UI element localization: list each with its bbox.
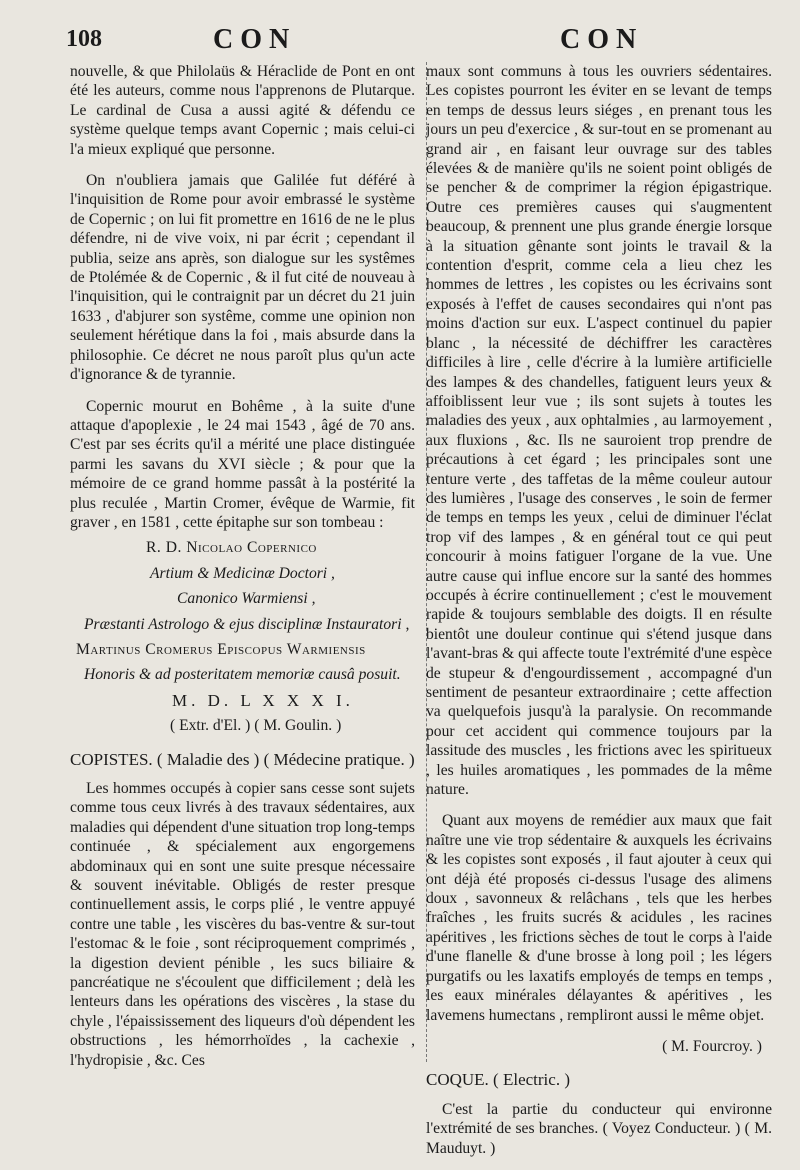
epitaph-line: Honoris & ad posteritatem memoriæ causâ posuit. <box>84 666 401 684</box>
epitaph-line: Præstanti Astrologo & ejus disciplinæ Instauratori , <box>84 615 410 633</box>
entry-heading: COQUE. ( Electric. ) <box>426 1070 570 1090</box>
paragraph: Copernic mourut en Bohême , à la suite d'une attaque d'apoplexie , le 24 mai 1543 , âgé de 70 ans. C'est par ses écrits qu'il a mérité une place distinguée parmi les savans du XVI siècle ; & pour que la mémoire de ce grand homme passât à la postérité la plus reculée , Martin Cromer, évêque de Warmie, fit graver , en 1581 , cette épitaphe sur son tombeau : <box>70 397 415 531</box>
epitaph-date: M. D. L X X X I. <box>172 690 354 710</box>
paragraph: maux sont communs à tous les ouvriers sédentaires. Les copistes pourront les éviter en se levant de temps en temps de dessus leurs siéges , en prenant tous les jours un peu d'exercice , & sur-tout en se promenant au grand air , en faisant leur ouvrage sur des tables élevées & de manière qu'ils ne soient point obligés de se pencher & de comprimer la région épigastrique. Outre ces premières causes qui s'augmentent beaucoup, & prennent une plus grande énergie lorsque à la situation gênante sont joints le travail & la contention d'esprit, comme cela a lieu chez les hommes de lettres , les copistes ou les écrivains sont exposés à l'effet de causes secondaires qui n'ont pas moins d'action sur eux. L'aspect continuel du papier blanc , la nécessité de déchiffrer les caractères difficiles à lire , celle d'écrire à la lumière artificielle des lampes & des chandelles, fatiguent leurs yeux & affoiblissent leur vue ; ils sont sujets à toutes les maladies des yeux , aux ophtalmies , au larmoyement , aux fluxions , &c. Ils ne sauroient trop prendre de précautions à cet égard ; les principales sont une tenture verte , des taffetas de la même couleur autour des lumières , l'usage des conserves , le soin de fermer de temps en temps les yeux , celui de diminuer l'éclat trop vif des lampes , & en général tout ce qui peut concourir à moins fatiguer l'organe de la vue. Une autre cause qui influe encore sur la santé des hommes occupés à écrire continuellement ; c'est le mouvement rapide & toujours semblable des doigts. Il en résulte bientôt une douleur continue qui s'étend jusque dans l'avant-bras & qui affecte toute l'extrémité d'une espèce de stupeur & d'engourdissement , accompagné d'un sentiment de pesanteur extraordinaire ; cette affection va quelquefois jusqu'à la paralysie. On recommande pour cet accident qui commence toujours par la lassitude des muscles , les frictions avec les spiritueux , les huiles aromatiques , les pommades de la même nature. <box>426 63 772 799</box>
epitaph-line: R. D. Nicolao Copernico <box>146 539 317 557</box>
epitaph-line: Canonico Warmiensi , <box>177 590 316 608</box>
running-head-right: CON <box>560 24 644 55</box>
running-head-left: CON <box>213 24 297 55</box>
epitaph-line: Martinus Cromerus Episcopus Warmiensis <box>76 640 366 658</box>
left-column <box>70 62 415 1082</box>
page-number: 108 <box>66 26 102 52</box>
entry-heading: COPISTES. ( Maladie des ) ( Médecine pratique. ) <box>70 749 415 769</box>
paragraph: Les hommes occupés à copier sans cesse sont sujets comme tous ceux livrés à des travaux sédentaires, aux maladies qui dépendent d'une situation trop long-temps continuée , & spécialement aux engorgemens abdominaux qui en sont une suite presque nécessaire & souvent inévitable. Obligés de rester presque continuellement assis, le corps plié , le ventre appuyé contre une table , les viscères du bas-ventre & sur-tout l'estomac & le foie , sont réciproquement comprimés , la digestion devient pénible , les sucs biliaire & pancréatique ne s'écoulent que difficilement ; delà les lenteurs dans les opérations des viscères , la stase du chyle , l'épaississement des liqueurs d'où dépendent les obstructions , les hémorrhoïdes , la cachexie , l'hydropisie , &c. Ces <box>70 780 415 1069</box>
paragraph: On n'oubliera jamais que Galilée fut déféré à l'inquisition de Rome pour avoir embrassé le système de Copernic ; on lui fit promettre en 1616 de ne le plus défendre, ni de vive voix, ni par écrit ; cependant il publia, seize ans après, son dialogue sur les systêmes de Ptolémée & de Copernic , & il fut cité de nouveau à l'inquisition, qui le contraignit par un décret du 21 juin 1633 , d'abjurer son systême, comme une opinion non seulement hérétique dans la foi , mais absurde dans la philosophie. Ce décret ne nous paroît plus qu'un acte d'ignorance & de tyrannie. <box>70 172 415 384</box>
attribution: ( M. Fourcroy. ) <box>662 1037 762 1055</box>
attribution: ( Extr. d'El. ) ( M. Goulin. ) <box>170 717 342 735</box>
paragraph: C'est la partie du conducteur qui environne l'extrémité de ses branches. ( Voyez Conducteur. ) ( M. Mauduyt. ) <box>426 1100 772 1157</box>
right-column <box>426 62 772 1170</box>
paragraph: Quant aux moyens de remédier aux maux que fait naître une vie trop sédentaire & auxquels les écrivains & les copistes sont exposés , il faut ajouter à ceux qui ont déjà été proposés ci-dessus l'usage des alimens doux , savonneux & relâchans , tels que les herbes fraîches , les fruits sucrés & acidules , les racines apéritives , les frictions sèches de tout le corps à l'aide d'une flanelle & d'une brosse à long poil ; les légers purgatifs ou les laxatifs employés de temps en temps , les eaux minérales délayantes & apéritives , les lavemens humectans , rempliront aussi le même objet. <box>426 812 772 1024</box>
epitaph-line: Artium & Medicinæ Doctori , <box>150 564 335 582</box>
paragraph: nouvelle, & que Philolaüs & Héraclide de Pont en ont été les auteurs, comme nous l'apprenons de Plutarque. Le cardinal de Cusa a aussi agité & défendu ce système quelque temps avant Copernic ; mais celui-ci l'a mieux expliqué que personne. <box>70 63 415 158</box>
